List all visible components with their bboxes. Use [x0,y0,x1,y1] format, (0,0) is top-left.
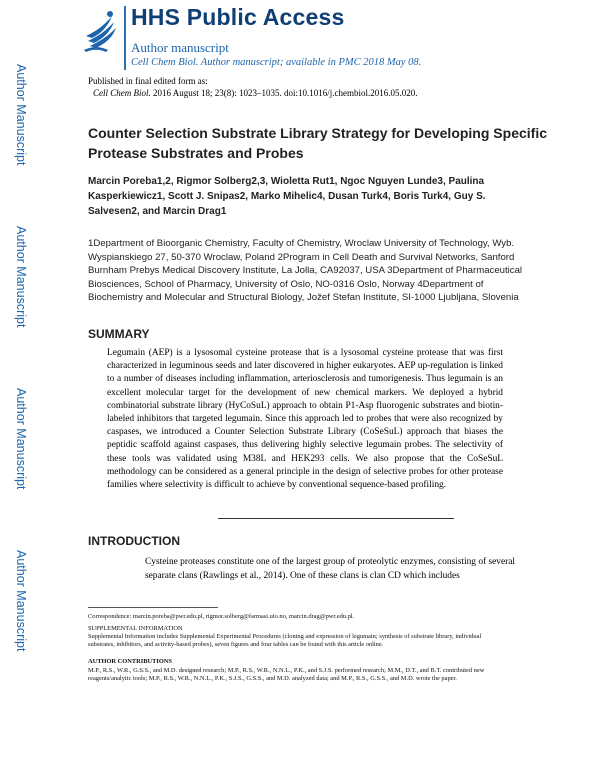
citation-journal: Cell Chem Biol. [93,88,151,98]
correspondence-note: Correspondence: marcin.poreba@pwr.edu.pl, rigmor.solberg@farmasi.uio.no, marcin.drag@pwr.edu.pl. [88,613,355,620]
hhs-eagle-logo-icon [80,6,120,56]
journal-availability-line: Cell Chem Biol. Author manuscript; available in PMC 2018 May 08. [131,57,422,68]
sidebar-author-manuscript-1: Author Manuscript [14,64,28,166]
published-label: Published in final edited form as: [88,76,208,86]
sidebar-author-manuscript-4: Author Manuscript [14,550,28,652]
article-title: Counter Selection Substrate Library Strategy for Developing Specific Protease Substrates and Probes [88,125,547,161]
footnote-divider [88,607,218,608]
contributions-text: M.P., R.S., W.R., G.S.S., and M.D. designed research; M.P., R.S., W.R., N.N.L., P.K., and S.J.S. performed research; M.M., D.T., and B.T. contributed new reagents/analytic tools; M.P., R.S., W.R., N.N.L., P.K., S.J.S., G.S.S., and M.D. analyzed data; and M.P., R.S., G.S.S., and M.D. wrote the paper. [88,667,485,683]
author-list: Marcin Poreba1,2, Rigmor Solberg2,3, Wioletta Rut1, Ngoc Nguyen Lunde3, Paulina Kasperkiewicz1, Scott J. Snipas2, Marko Mihelic4, Dusan Turk4, Boris Turk4, Guy S. Salvesen2, and Marcin Drag1 [88,176,486,217]
supplemental-heading: SUPPLEMENTAL INFORMATION [88,625,183,632]
introduction-paragraph: Cysteine proteases constitute one of the largest group of proteolytic enzymes, consisting of several separate clans (Rawlings et al., 2014). One of these clans is clan CD which includes [145,557,516,581]
citation-line [93,88,418,98]
introduction-heading: INTRODUCTION [88,534,180,548]
header-divider [124,6,126,70]
summary-paragraph: Legumain (AEP) is a lysosomal cysteine protease that is a lysosomal cysteine protease that was first characterized in leguminous seeds and later discovered in higher eukaryotes. AEP up-regulation is linked to a number of diseases including inflammation, arteriosclerosis and tumorigenesis. Thus legumain is an excellent molecular target for the development of new chemical markers. We deployed a hybrid combinatorial substrate library (HyCoSuL) approach to obtain P1-Asp fluorogenic substrates and biotin-labeled inhibitors that targeted legumain. Since this approach led to probes that were also recognized by caspases, we introduced a Counter Selection Substrate Library (CoSeSuL) approach that biases the peptidic scaffold against caspases, thus delivering highly selective legumain probes. The selectivity of these tools was validated using M38L and HEK293 cells. We also propose that the CoSeSuL methodology can be considered as a general principle in the design of selective probes for other protease families where selectivity is difficult to achieve by conventional sequence-based profiling. [107,348,503,491]
contributions-heading: AUTHOR CONTRIBUTIONS [88,658,172,665]
sidebar-author-manuscript-2: Author Manuscript [14,226,28,328]
summary-divider [218,518,454,519]
author-manuscript-subtitle: Author manuscript [131,40,229,55]
affiliations: 1Department of Bioorganic Chemistry, Faculty of Chemistry, Wroclaw University of Technology, Wyb. Wyspianskiego 27, 50-370 Wroclaw, Poland 2Program in Cell Death and Survival Networks, Sanford Burnham Prebys Medical Discovery Institute, La Jolla, CA92037, USA 3Department of Pharmaceutical Biosciences, School of Pharmacy, University of Oslo, NO-0316 Oslo, Norway 4Department of Biochemistry and Molecular and Structural Biology, Jožef Stefan Institute, SI-1000 Ljubljana, Slovenia [88,238,523,303]
hhs-public-access-title: HHS Public Access [131,4,345,30]
citation-details: 2016 August 18; 23(8): 1023–1035. doi:10.1016/j.chembiol.2016.05.020. [150,88,418,98]
supplemental-text: Supplemental Information includes Supplemental Experimental Procedures (cloning and expression of legumain; synthesis of substrate library, individual substrates, inhibitors, and activity-based probes), seven figures and four tables can be found with this article online. [88,633,482,649]
summary-heading: SUMMARY [88,327,150,341]
sidebar-author-manuscript-3: Author Manuscript [14,388,28,490]
